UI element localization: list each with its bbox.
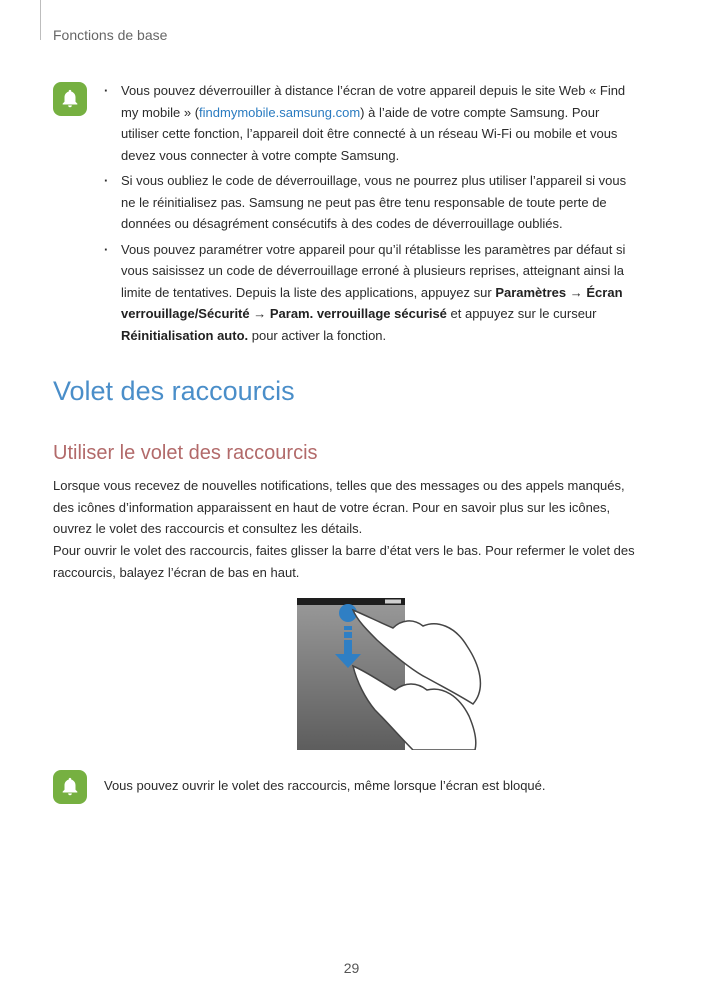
findmymobile-link[interactable]: findmymobile.samsung.com bbox=[199, 104, 361, 120]
notes-list bbox=[104, 80, 640, 350]
list-item: · Vous pouvez déverrouiller à distance l’écran de votre appareil depuis le site Web « Find my mobile » (findmymobile.samsung.com) à l’aide de votre compte Samsung. Pour utiliser cette fonction, l’appareil doit être connecté à un réseau Wi-Fi ou mobile et vous devez vous connecter à votre compte Samsung. bbox=[104, 80, 640, 166]
note-text: Vous pouvez ouvrir le volet des raccourcis, même lorsque l’écran est bloqué. bbox=[104, 778, 546, 793]
status-icons bbox=[385, 600, 401, 604]
section-subtitle: Utiliser le volet des raccourcis bbox=[53, 442, 318, 464]
list-item: · Si vous oubliez le code de déverrouillage, vous ne pourrez plus utiliser l’appareil si vous ne le réinitialisez pas. Samsung ne peut pas être tenu responsable de toute perte de données ou désagrément consécutifs à des codes de déverrouillage oubliés. bbox=[104, 170, 640, 235]
section-header: Fonctions de base bbox=[53, 27, 168, 43]
notification-bell-icon bbox=[53, 82, 87, 116]
paragraph-1: Lorsque vous recevez de nouvelles notifications, telles que des messages ou des appels manqués, des icônes d’information apparaissent en haut de votre écran. Pour en savoir plus sur les icônes, ouvrez le volet des raccourcis et consultez les détails. bbox=[53, 478, 625, 536]
page-number: 29 bbox=[343, 960, 360, 976]
notification-bell-icon bbox=[53, 770, 87, 804]
list-item: · Vous pouvez paramétrer votre appareil pour qu’il rétablisse les paramètres par défaut si vous saisissez un code de déverrouillage erroné à plusieurs reprises, atteignant ainsi la limite de tentatives. Depuis la liste des applications, appuyez sur Paramètres → Écran verrouillage/Sécurité → Param. verrouillage sécurisé et appuyez sur le curseur Réinitialisation auto. pour activer la fonction. bbox=[104, 239, 640, 347]
section-title: Volet des raccourcis bbox=[53, 376, 295, 406]
swipe-down-illustration bbox=[297, 598, 497, 755]
margin-rule bbox=[40, 0, 41, 40]
paragraph-2: Pour ouvrir le volet des raccourcis, faites glisser la barre d’état vers le bas. Pour refermer le volet des raccourcis, balayez l’écran de bas en haut. bbox=[53, 543, 635, 580]
